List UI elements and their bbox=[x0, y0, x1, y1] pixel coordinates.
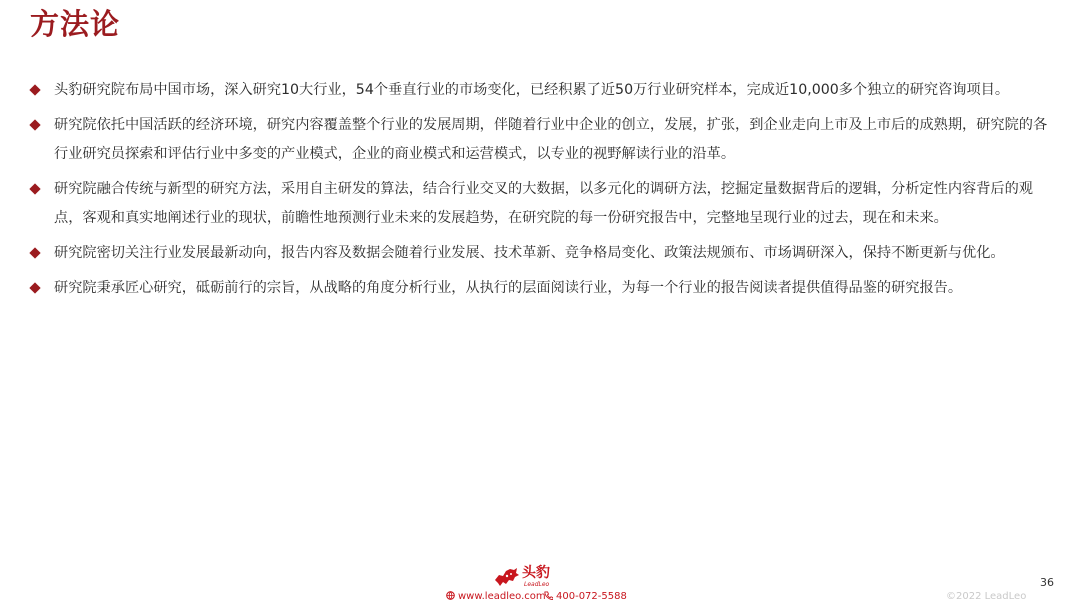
diamond-bullet-icon bbox=[29, 282, 40, 293]
methodology-list bbox=[30, 76, 1060, 309]
logo-text: 头豹 bbox=[522, 565, 550, 581]
diamond-bullet-icon bbox=[29, 84, 40, 95]
diamond-bullet-icon bbox=[29, 183, 40, 194]
page-footer bbox=[0, 560, 1080, 607]
copyright-text: ©2022 LeadLeo bbox=[946, 591, 1027, 602]
website-link[interactable] bbox=[446, 590, 546, 604]
diamond-bullet-icon bbox=[29, 247, 40, 258]
diamond-bullet-icon bbox=[29, 119, 40, 130]
list-item-text: 研究院密切关注行业发展最新动向，报告内容及数据会随着行业发展、技术革新、竞争格局变化、政策法规颁布、市场调研深入，保持不断更新与优化。 bbox=[54, 245, 1005, 261]
list-item-text: 头豹研究院布局中国市场，深入研究10大行业，54个垂直行业的市场变化，已经积累了近50万行业研究样本，完成近10,000多个独立的研究咨询项目。 bbox=[54, 82, 1010, 98]
brand-logo bbox=[494, 564, 564, 590]
page-title: 方法论 bbox=[30, 7, 121, 41]
list-item bbox=[30, 111, 1060, 169]
list-item bbox=[30, 76, 1060, 105]
page-number: 36 bbox=[1040, 576, 1054, 589]
list-item-text: 研究院秉承匠心研究，砥砺前行的宗旨，从战略的角度分析行业，从执行的层面阅读行业，为每一个行业的报告阅读者提供值得品鉴的研究报告。 bbox=[54, 280, 963, 296]
phone-contact bbox=[544, 590, 627, 604]
leopard-logo-icon bbox=[494, 566, 520, 588]
list-item-text: 研究院融合传统与新型的研究方法，采用自主研发的算法，结合行业交叉的大数据，以多元化的调研方法，挖掘定量数据背后的逻辑，分析定性内容背后的观点，客观和真实地阐述行业的现状，前瞻性地预测行业未来的发展趋势，在研究院的每一份研究报告中，完整地呈现行业的过去，现在和未来。 bbox=[54, 181, 1033, 226]
website-text: www.leadleo.com bbox=[458, 591, 546, 602]
globe-icon bbox=[446, 591, 455, 600]
list-item bbox=[30, 274, 1060, 303]
list-item bbox=[30, 175, 1060, 233]
list-item bbox=[30, 239, 1060, 268]
phone-icon bbox=[544, 591, 553, 600]
logo-subtext: LeadLeo bbox=[524, 581, 550, 588]
phone-text: 400-072-5588 bbox=[556, 591, 627, 602]
list-item-text: 研究院依托中国活跃的经济环境，研究内容覆盖整个行业的发展周期，伴随着行业中企业的创立，发展，扩张，到企业走向上市及上市后的成熟期，研究院的各行业研究员探索和评估行业中多变的产业模式，企业的商业模式和运营模式，以专业的视野解读行业的沿革。 bbox=[54, 117, 1048, 162]
